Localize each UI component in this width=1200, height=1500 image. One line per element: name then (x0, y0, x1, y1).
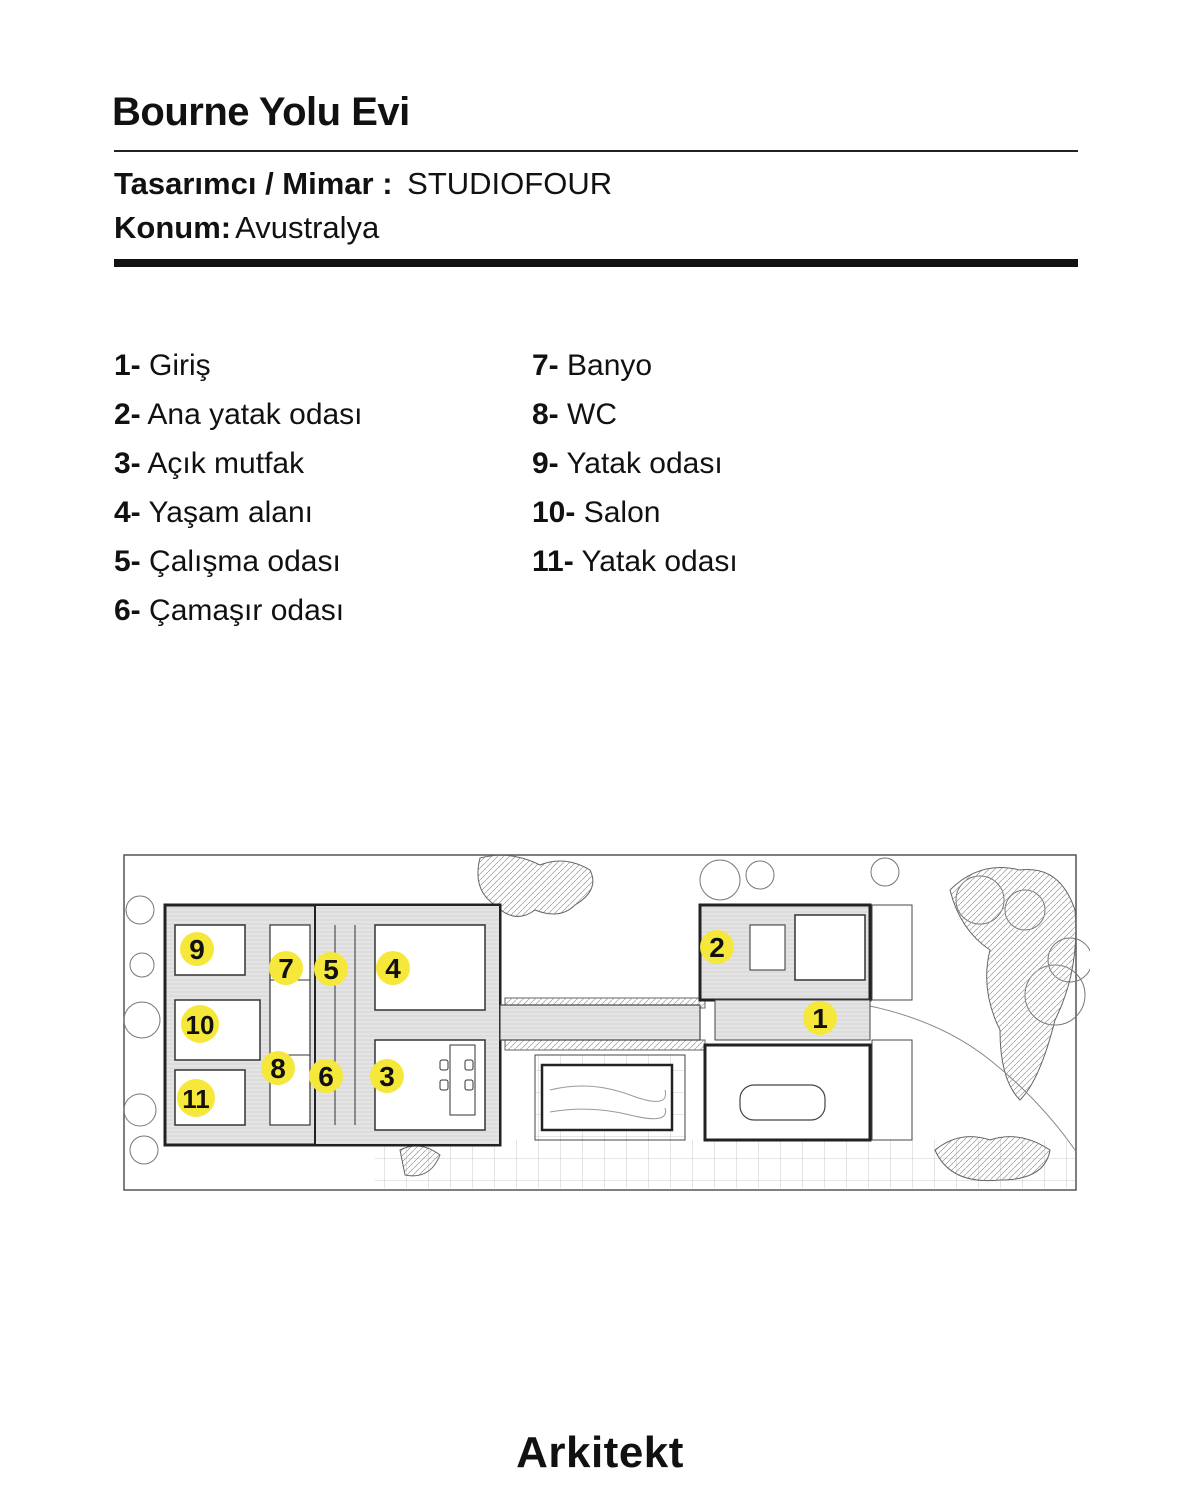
legend-number: 9- (532, 447, 559, 480)
master-bedroom-box (795, 915, 865, 980)
designer-line (114, 166, 612, 202)
legend-item (114, 488, 363, 537)
legend-label: Yatak odası (566, 447, 723, 480)
legend-label: Yatak odası (581, 545, 738, 578)
legend-label: Çamaşır odası (149, 594, 345, 627)
room-badge-4-number: 4 (385, 953, 401, 984)
entry-zone (715, 1000, 870, 1040)
walkway (500, 1005, 700, 1040)
header-divider (114, 259, 1078, 267)
room-badge-9-number: 9 (189, 934, 205, 965)
legend-number: 1- (114, 349, 141, 382)
location-label: Konum: (114, 210, 232, 245)
title-divider (114, 150, 1078, 152)
legend-item (532, 439, 738, 488)
legend-item (114, 390, 363, 439)
brand-logo: Arkitekt (516, 1428, 684, 1477)
legend-label: Çalışma odası (149, 545, 341, 578)
legend-label: Açık mutfak (147, 447, 305, 480)
legend-item (114, 439, 363, 488)
room-badge-6-number: 6 (318, 1061, 334, 1092)
legend-number: 6- (114, 594, 141, 627)
legend-item (532, 390, 738, 439)
legend-number: 2- (114, 398, 141, 431)
room-badge-1-number: 1 (812, 1003, 828, 1034)
room-badge-2-number: 2 (709, 932, 725, 963)
legend-right-column (532, 341, 738, 586)
legend-item (532, 488, 738, 537)
legend-item (114, 586, 363, 635)
ensuite-box (750, 925, 785, 970)
designer-value: STUDIOFOUR (407, 166, 613, 201)
legend-label: Banyo (567, 349, 653, 382)
legend-label: Yaşam alanı (148, 496, 314, 529)
location-line (114, 210, 379, 246)
room-badge-8-number: 8 (270, 1053, 286, 1084)
legend-label: Ana yatak odası (147, 398, 363, 431)
legend-item (114, 537, 363, 586)
room-badge-5-number: 5 (323, 954, 339, 985)
legend-item (114, 341, 363, 390)
legend-number: 8- (532, 398, 559, 431)
east-terrace-south (872, 1040, 912, 1140)
room-badge-3-number: 3 (379, 1061, 395, 1092)
pool (542, 1065, 672, 1130)
page-title: Bourne Yolu Evi (112, 90, 410, 134)
legend-number: 5- (114, 545, 141, 578)
legend-item (532, 341, 738, 390)
legend-number: 7- (532, 349, 559, 382)
legend-left-column (114, 341, 363, 635)
legend-item (532, 537, 738, 586)
room-badge-11-number: 11 (182, 1084, 210, 1114)
designer-label: Tasarımcı / Mimar : (114, 166, 393, 201)
legend-label: Giriş (149, 349, 211, 382)
east-terrace (872, 905, 912, 1000)
car (740, 1085, 825, 1120)
location-value: Avustralya (235, 210, 380, 245)
legend-number: 10- (532, 496, 576, 529)
legend-number: 3- (114, 447, 141, 480)
legend-number: 11- (532, 545, 574, 578)
legend-label: Salon (583, 496, 661, 529)
legend-number: 4- (114, 496, 141, 529)
legend-label: WC (567, 398, 618, 431)
floor-plan (120, 850, 1090, 1200)
room-badge-10-number: 10 (185, 1010, 215, 1040)
room-badge-7-number: 7 (278, 953, 294, 984)
